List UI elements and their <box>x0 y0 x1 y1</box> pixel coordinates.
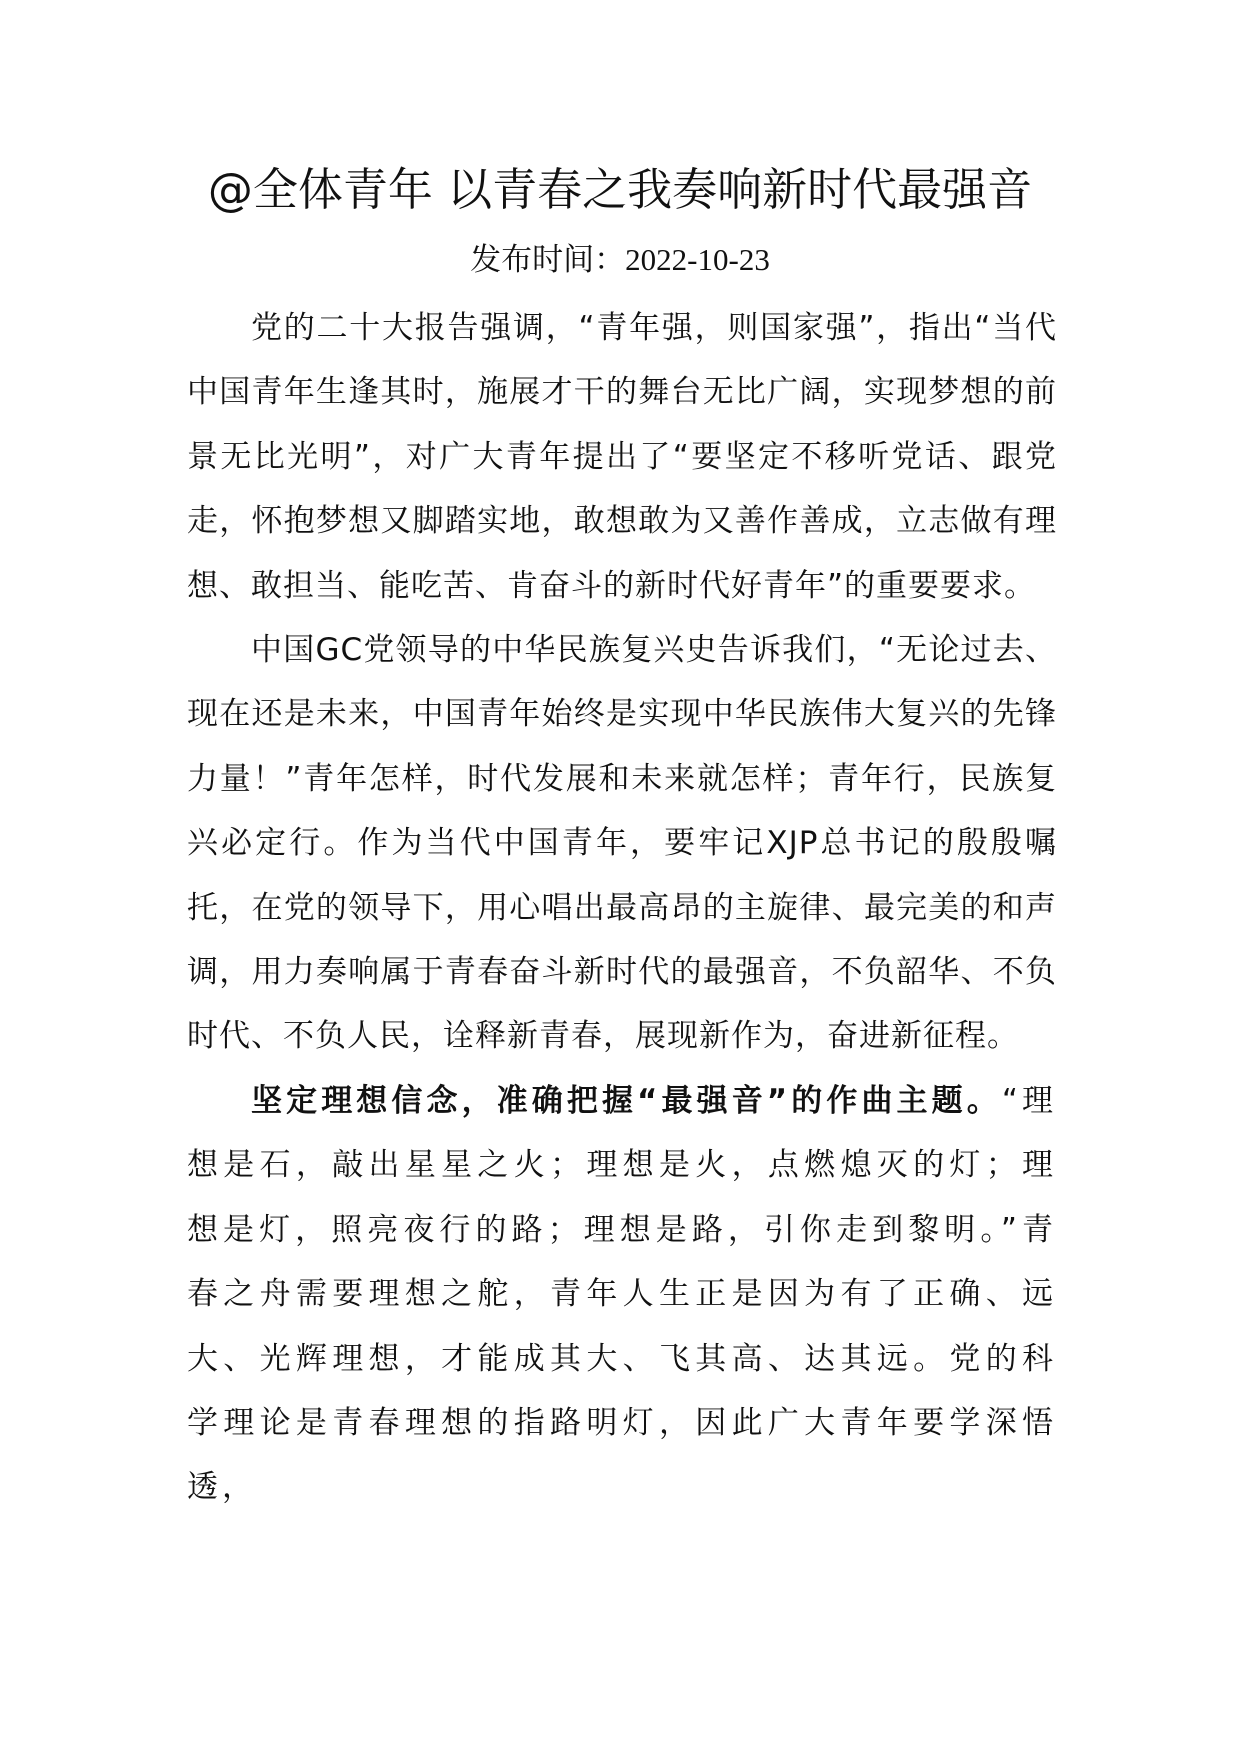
paragraph-lead-heading: 坚定理想信念，准确把握“最强音”的作曲主题。 <box>251 1082 1002 1119</box>
publish-date-label: 发布时间： <box>470 242 626 278</box>
paragraph-text: “理想是石，敲出星星之火；理想是火，点燃熄灭的灯；理想是灯，照亮夜行的路；理想是路，引你走到黎明。”青春之舟需要理想之舵，青年人生正是因为有了正确、远大、光辉理想，才能成其大、飞其高、达其远。党的科学理论是青春理想的指路明灯，因此广大青年要学深悟透， <box>187 1082 1057 1506</box>
publish-date <box>0 238 1240 282</box>
paragraph <box>187 1069 1057 1520</box>
document-title: @全体青年 以青春之我奏响新时代最强音 <box>207 163 1033 216</box>
paragraph: 党的二十大报告强调，“青年强，则国家强”，指出“当代中国青年生逢其时，施展才干的舞台无比广阔，实现梦想的前景无比光明”，对广大青年提出了“要坚定不移听党话、跟党走，怀抱梦想又脚踏实地，敢想敢为又善作善成，立志做有理想、敢担当、能吃苦、肯奋斗的新时代好青年”的重要要求。 <box>187 310 1057 604</box>
article-body <box>187 296 1057 1520</box>
paragraph: 中国GC党领导的中华民族复兴史告诉我们，“无论过去、现在还是未来，中国青年始终是实现中华民族伟大复兴的先锋力量！”青年怎样，时代发展和未来就怎样；青年行，民族复兴必定行。作为当代中国青年，要牢记XJP总书记的殷殷嘱托，在党的领导下，用心唱出最高昂的主旋律、最完美的和声调，用力奏响属于青春奋斗新时代的最强音，不负韶华、不负时代、不负人民，诠释新青春，展现新作为，奋进新征程。 <box>187 632 1057 1055</box>
publish-date-value: 2022-10-23 <box>625 242 770 277</box>
